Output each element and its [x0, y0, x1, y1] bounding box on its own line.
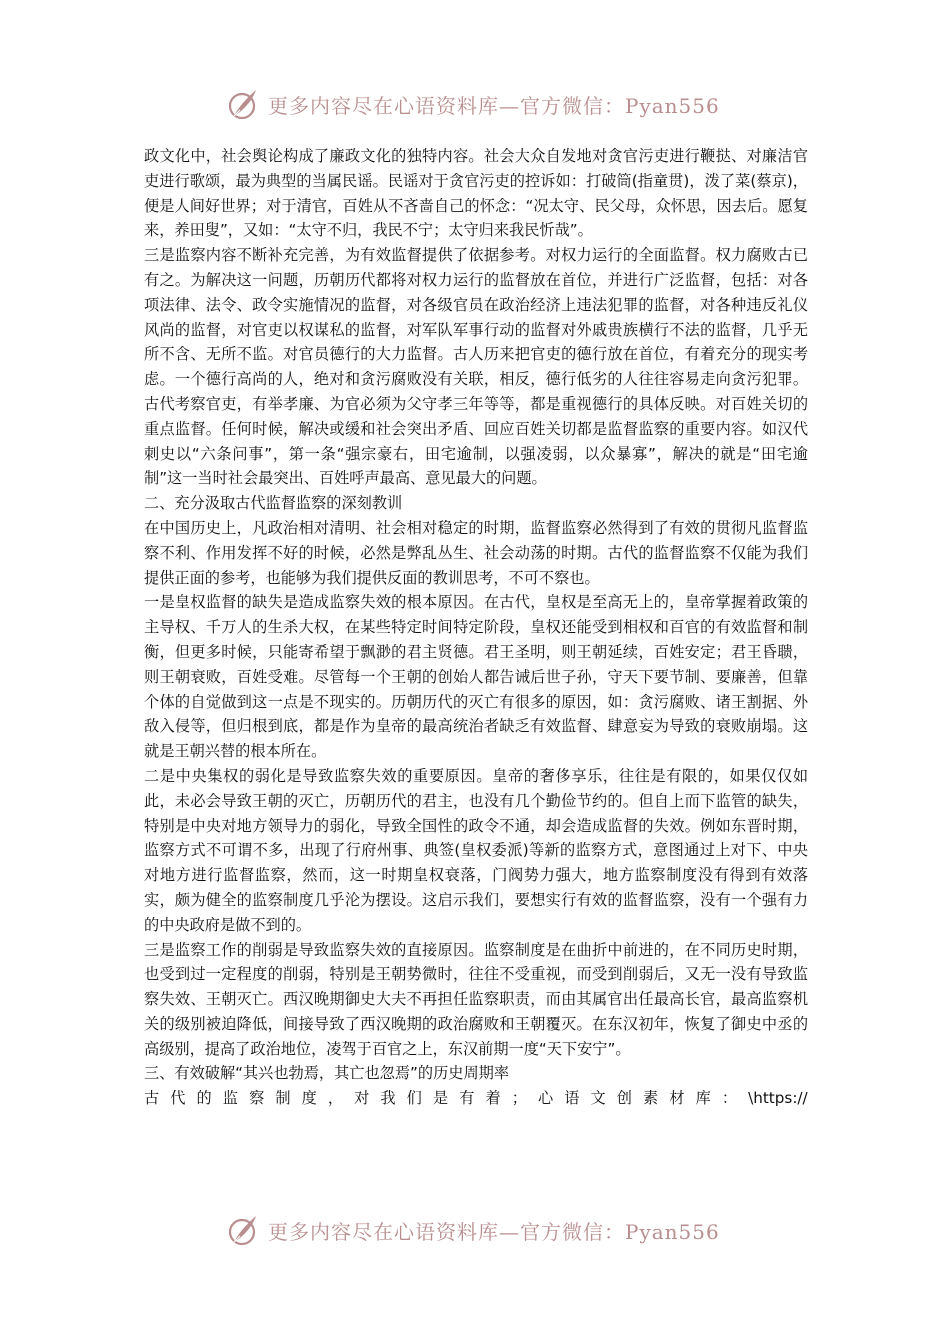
char: 代 [170, 1089, 186, 1108]
char: 材 [669, 1089, 685, 1108]
char: 我 [380, 1089, 396, 1108]
quill-pen-icon [226, 1212, 262, 1248]
char: 创 [616, 1089, 632, 1108]
section-heading: 三、有效破解“其兴也勃焉，其亡也忽焉”的历史周期率 [144, 1064, 510, 1083]
quill-pen-icon [226, 86, 262, 122]
document-body [144, 144, 808, 1111]
footer-banner [226, 1210, 726, 1250]
section-heading: 二、充分汲取古代监督监察的深刻教训 [144, 494, 403, 513]
paragraph: 在中国历史上，凡政治相对清明、社会相对稳定的时期，监督监察必然得到了有效的贯彻凡监督监察不利、作用发挥不好的时候，必然是弊乱丛生、社会动荡的时期。古代的监督监察不仅能为我们提供正面的参考，也能够为我们提供反面的教训思考，不可不察也。 [144, 518, 808, 587]
link-text[interactable]: \https:// [748, 1089, 808, 1108]
char: 制 [275, 1089, 291, 1108]
char: 是 [432, 1089, 449, 1108]
char: 古 [144, 1089, 160, 1108]
paragraph: 政文化中，社会舆论构成了廉政文化的独特内容。社会大众自发地对贪官污吏进行鞭挞、对廉洁官吏进行歌颂，最为典型的当属民谣。民谣对于贪官污吏的控诉如：打破筒(指童贯)，泼了菜(蔡京)，便是人间好世界；对于清官，百姓从不吝啬自己的怀念：“况太守、民父母，众怀思，因去后。愿复来，养田叟”，又如：“太守不归，我民不宁；太守归来我民忻哉”。 [144, 147, 808, 240]
paragraph: 三是监察工作的削弱是导致监察失效的直接原因。监察制度是在曲折中前进的，在不同历史时期，也受到过一定程度的削弱，特别是王朝势微时，往往不受重视，而受到削弱后，又无一没有导致监察失效、王朝灭亡。西汉晚期御史大夫不再担任监察职责，而由其属官出任最高长官，最高监察机关的级别被迫降低，间接导致了西汉晚期的政治腐败和王朝覆灭。在东汉初年，恢复了御史中丞的高级别，提高了政治地位，凌驾于百官之上，东汉前期一度“天下安宁”。 [144, 940, 808, 1058]
char: ； [511, 1089, 527, 1108]
char: 监 [222, 1089, 238, 1108]
char: 察 [249, 1089, 265, 1108]
char: 素 [643, 1089, 659, 1108]
char: 语 [564, 1089, 580, 1108]
char: 库 [695, 1089, 711, 1108]
last-line [144, 1086, 808, 1111]
char: 文 [590, 1089, 606, 1108]
header-banner [226, 84, 726, 124]
char: 心 [537, 1089, 554, 1108]
char: 着 [485, 1089, 501, 1108]
paragraph: 一是皇权监督的缺失是造成监察失效的根本原因。在古代，皇权是至高无上的，皇帝掌握着政策的主导权、千万人的生杀大权，在某些特定时间特定阶段，皇权还能受到相权和百官的有效监督和制衡，但更多时候，只能寄希望于飘渺的君主贤德。君王圣明，则王朝延续，百姓安定；君王昏聩，则王朝衰败，百姓受难。尽管每一个王朝的创始人都告诫后世子孙，守天下要节制、要廉善，但靠个体的自觉做到这一点是不现实的。历朝历代的灭亡有很多的原因，如：贪污腐败、诸王割据、外敌入侵等，但归根到底，都是作为皇帝的最高统治者缺乏有效监督、肆意妄为导致的衰败崩塌。这就是王朝兴替的根本所在。 [144, 593, 808, 761]
banner-text: 更多内容尽在心语资料库—官方微信：Pyan556 [268, 1219, 720, 1244]
char: 度 [301, 1089, 317, 1108]
char: 有 [459, 1089, 475, 1108]
char: ， [327, 1089, 344, 1108]
banner-text: 更多内容尽在心语资料库—官方微信：Pyan556 [268, 93, 720, 118]
char: 的 [196, 1089, 212, 1108]
char: ： [721, 1089, 738, 1108]
paragraph: 二是中央集权的弱化是导致监察失效的重要原因。皇帝的奢侈享乐，往往是有限的，如果仅仅如此，未必会导致王朝的灭亡，历朝历代的君主，也没有几个勤俭节约的。但自上而下监管的缺失，特别是中央对地方领导力的弱化，导致全国性的政令不通，却会造成监督的失效。例如东晋时期，监察方式不可谓不多，出现了行府州事、典签(皇权委派)等新的监察方式，意图通过上对下、中央对地方进行监督监察，然而，这一时期皇权衰落，门阀势力强大，地方监察制度没有得到有效落实，颇为健全的监察制度几乎沦为摆设。这启示我们，要想实行有效的监督监察，没有一个强有力的中央政府是做不到的。 [144, 766, 808, 934]
paragraph: 三是监察内容不断补充完善，为有效监督提供了依据参考。对权力运行的全面监督。权力腐败古已有之。为解决这一问题，历朝历代都将对权力运行的监督放在首位，并进行广泛监督，包括：对各项法律、法令、政令实施情况的监督，对各级官员在政治经济上违法犯罪的监督，对各种违反礼仪风尚的监督，对官吏以权谋私的监督，对军队军事行动的监督对外戚贵族横行不法的监督，几乎无所不含、无所不监。对官员德行的大力监督。古人历来把官吏的德行放在首位，有着充分的现实考虑。一个德行高尚的人，绝对和贪污腐败没有关联，相反，德行低劣的人往往容易走向贪污犯罪。古代考察官吏，有举孝廉、为官必须为父守孝三年等等，都是重视德行的具体反映。对百姓关切的重点监督。任何时候，解决或缓和社会突出矛盾、回应百姓关切都是监督监察的重要内容。如汉代刺史以“六条问事”，第一条“强宗豪右，田宅逾制，以强凌弱，以众暴寡”，解决的就是“田宅逾制”这一当时社会最突出、百姓呼声最高、意见最大的问题。 [144, 246, 808, 488]
char: 对 [354, 1089, 370, 1108]
char: 们 [406, 1089, 422, 1108]
